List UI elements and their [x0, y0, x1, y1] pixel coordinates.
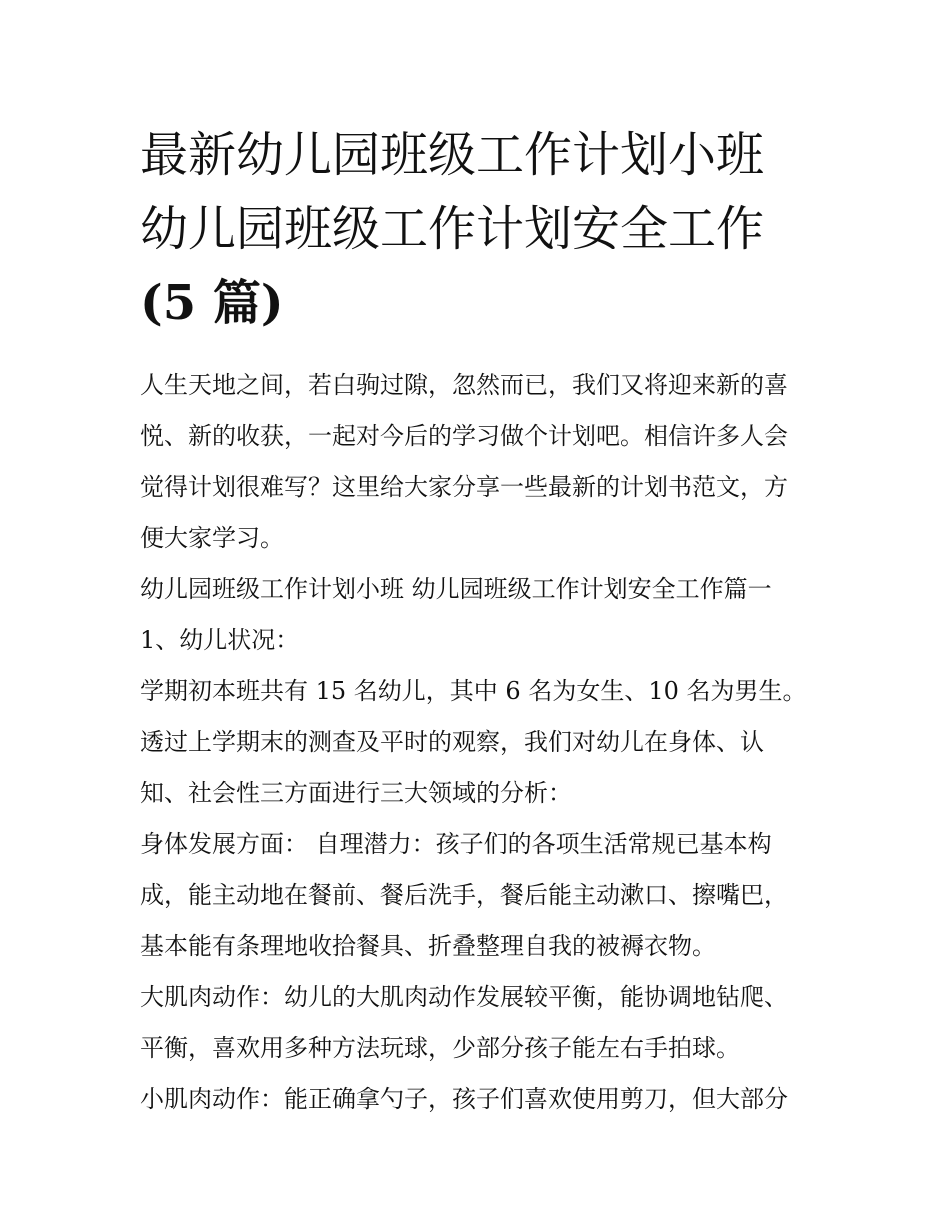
document-page [140, 118, 815, 1125]
body-line: 身体发展方面： 自理潜力：孩子们的各项生活常规已基本构 [140, 830, 772, 858]
body-line: 悦、新的收获，一起对今后的学习做个计划吧。相信许多人会 [140, 422, 788, 450]
body-line: 觉得计划很难写？这里给大家分享一些最新的计划书范文，方 [140, 473, 788, 501]
title-line-2: 幼儿园班级工作计划安全工作 [140, 201, 765, 257]
body-line: 基本能有条理地收拾餐具、折叠整理自我的被褥衣物。 [140, 932, 716, 960]
body-line: 成，能主动地在餐前、餐后洗手，餐后能主动漱口、擦嘴巴， [140, 881, 788, 909]
section-heading: 幼儿园班级工作计划小班 幼儿园班级工作计划安全工作篇一 [140, 575, 772, 603]
subsection-heading: 1、幼儿状况： [140, 626, 300, 654]
document-title [140, 118, 815, 340]
body-line: 人生天地之间，若白驹过隙，忽然而已，我们又将迎来新的喜 [140, 371, 788, 399]
body-line: 平衡，喜欢用多种方法玩球，少部分孩子能左右手拍球。 [140, 1034, 740, 1062]
body-line: 便大家学习。 [140, 524, 284, 552]
document-body [140, 360, 815, 1125]
title-line-1: 最新幼儿园班级工作计划小班 [140, 127, 765, 183]
body-line: 知、社会性三方面进行三大领域的分析： [140, 779, 572, 807]
body-line: 小肌肉动作：能正确拿勺子，孩子们喜欢使用剪刀，但大部分 [140, 1085, 788, 1113]
body-line: 学期初本班共有 15 名幼儿，其中 6 名为女生、10 名为男生。 [140, 677, 807, 705]
title-line-3: (5 篇) [140, 275, 284, 331]
body-line: 大肌肉动作：幼儿的大肌肉动作发展较平衡，能协调地钻爬、 [140, 983, 788, 1011]
body-line: 透过上学期末的测查及平时的观察，我们对幼儿在身体、认 [140, 728, 764, 756]
